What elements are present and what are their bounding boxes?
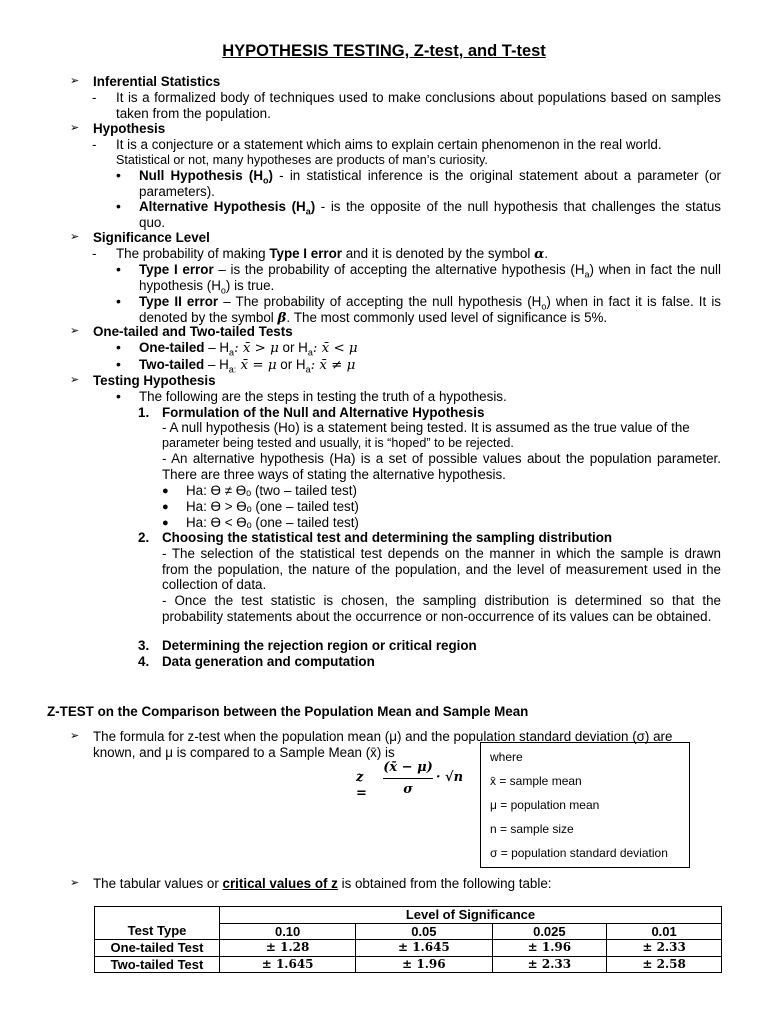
section-heading-tails: One-tailed and Two-tailed Tests [93, 324, 293, 339]
step-number: 2. [138, 530, 150, 545]
ztest-formula-intro-2: known, and μ is compared to a Sample Mean (x̄) is [93, 745, 395, 760]
dot-bullet: • [116, 198, 121, 214]
formula-rhs: · √n [436, 770, 464, 785]
arrow-bullet-icon: ➢ [70, 730, 80, 742]
where-n: n = sample size [490, 822, 574, 836]
dot-bullet: ● [162, 485, 169, 497]
alternative-hypothesis-item: Alternative Hypothesis $(H_a)$ - is the opposite of the null hypothesis that challenges the status quo. [139, 199, 721, 230]
hypothesis-text-2: Statistical or not, many hypotheses are products of man’s curiosity. [116, 153, 488, 167]
arrow-bullet-icon: ➢ [70, 877, 80, 889]
step-number: 3. [138, 638, 150, 653]
table-cell: ± 1.28 [220, 940, 356, 957]
table-row [95, 940, 722, 957]
ztest-formula-intro-1: The formula for z-test when the population mean (μ) and the population standard deviation (σ) are [93, 729, 673, 744]
arrow-bullet-icon: ➢ [70, 374, 80, 386]
section-heading-inferential: Inferential Statistics [93, 74, 221, 89]
step-1-text-a: - A null hypothesis (Ho) is a statement being tested. It is assumed as the true value of the [162, 420, 690, 435]
dot-bullet: • [116, 293, 121, 309]
type-2-error-item: Type II error – The probability of accepting the null hypothesis $(H_o)$ when in fact it is false. It is denoted by the symbol β. The most commonly used level of significance is 5%. [139, 294, 721, 326]
arrow-bullet-icon: ➢ [70, 122, 80, 134]
where-title: where [490, 750, 523, 764]
formula-numerator: (x̄ − μ) [383, 760, 433, 779]
table-row [95, 907, 722, 924]
dash-bullet: - [92, 246, 97, 261]
step-number: 1. [138, 405, 150, 420]
arrow-bullet-icon: ➢ [70, 325, 80, 337]
step-2-title: Choosing the statistical test and determining the sampling distribution [162, 530, 613, 545]
two-tailed-item: Two-tailed – $H_{a:}$ x̄ = μ or $H_a$: x̄ ≠ μ [139, 357, 356, 375]
step-1-text-c: - An alternative hypothesis (Ha) is a set of possible values about the population parameter. There are three ways of stating the alternative hypothesis. [162, 451, 721, 482]
testing-intro: The following are the steps in testing the truth of a hypothesis. [139, 389, 507, 404]
step-1-title: Formulation of the Null and Alternative Hypothesis [162, 405, 485, 420]
table-cell: ± 2.33 [492, 956, 607, 973]
hypothesis-text-1: It is a conjecture or a statement which aims to explain certain phenomenon in the real world. [116, 137, 662, 152]
alt-hypothesis-less: Ha: ϴ < ϴₒ (one – tailed test) [186, 515, 359, 530]
significance-text: The probability of making Type I error and it is denoted by the symbol α. [116, 246, 549, 262]
table-cell: ± 2.58 [607, 956, 722, 973]
dot-bullet: • [116, 339, 121, 355]
dot-bullet: • [116, 388, 121, 404]
alt-hypothesis-greater: Ha: ϴ > ϴₒ (one – tailed test) [186, 499, 359, 514]
inferential-text: It is a formalized body of techniques used to make conclusions about populations based on samples taken from the population. [116, 90, 721, 121]
table-cell: ± 2.33 [607, 940, 722, 957]
null-hypothesis-item: Null Hypothesis $(H_o)$ - in statistical inference is the original statement about a parameter (or parameters). [139, 168, 721, 199]
step-number: 4. [138, 654, 150, 669]
tabular-values-text: The tabular values or critical values of z is obtained from the following table: [93, 876, 552, 891]
table-row [95, 923, 722, 940]
level-cell: 0.025 [492, 923, 607, 940]
step-2-text-b: - Once the test statistic is chosen, the sampling distribution is determined so that the probability statements about the occurrence or non-occurrence of its values can be obtained. [162, 593, 721, 624]
ztest-heading: Z-TEST on the Comparison between the Population Mean and Sample Mean [47, 704, 529, 719]
where-mu: μ = population mean [490, 798, 600, 812]
arrow-bullet-icon: ➢ [70, 231, 80, 243]
section-heading-testing: Testing Hypothesis [93, 373, 216, 388]
level-cell: 0.10 [220, 923, 356, 940]
table-cell: ± 1.645 [356, 940, 492, 957]
alt-hypothesis-two-tailed: Ha: ϴ ≠ ϴₒ (two – tailed test) [186, 483, 357, 498]
step-3-title: Determining the rejection region or critical region [162, 638, 477, 653]
section-heading-hypothesis: Hypothesis [93, 121, 166, 136]
step-2-text-a: - The selection of the statistical test depends on the manner in which the sample is drawn from the population, the nature of the population, and the level of measurement used in the collection of data. [162, 546, 721, 593]
dot-bullet: • [116, 356, 121, 372]
dash-bullet: - [92, 137, 97, 152]
dot-bullet: ● [162, 501, 169, 513]
dot-bullet: • [116, 167, 121, 183]
level-cell: 0.01 [607, 923, 722, 940]
test-type-header: Test Type [95, 923, 220, 940]
where-sigma: σ = population standard deviation [490, 846, 668, 860]
dot-bullet: • [116, 261, 121, 277]
arrow-bullet-icon: ➢ [70, 75, 80, 87]
table-cell: ± 1.96 [356, 956, 492, 973]
step-1-text-b: parameter being tested and usually, it is “hoped” to be rejected. [162, 436, 514, 450]
dash-bullet: - [92, 90, 97, 105]
one-tailed-item: One-tailed – $H_a$: x̄ > μ or $H_a$: x̄ < μ [139, 340, 358, 358]
table-cell: ± 1.96 [492, 940, 607, 957]
type-1-error-item: Type I error – is the probability of accepting the alternative hypothesis $(H_a)$ when in fact the null hypothesis $(H_o)$ is true. [139, 262, 721, 296]
table-row [95, 956, 722, 973]
step-4-title: Data generation and computation [162, 654, 375, 669]
formula-denominator: σ [403, 782, 413, 797]
row-label: Two-tailed Test [95, 956, 220, 973]
where-legend-box [480, 742, 690, 868]
where-xbar: x̄ = sample mean [490, 774, 582, 788]
formula-lhs: z = [356, 770, 367, 801]
dot-bullet: ● [162, 517, 169, 529]
page-title: HYPOTHESIS TESTING, Z-test, and T-test [222, 42, 546, 60]
section-heading-significance: Significance Level [93, 230, 210, 245]
level-cell: 0.05 [356, 923, 492, 940]
row-label: One-tailed Test [95, 940, 220, 957]
table-cell: ± 1.645 [220, 956, 356, 973]
level-header: Level of Significance [220, 907, 722, 924]
critical-values-table [94, 906, 722, 973]
